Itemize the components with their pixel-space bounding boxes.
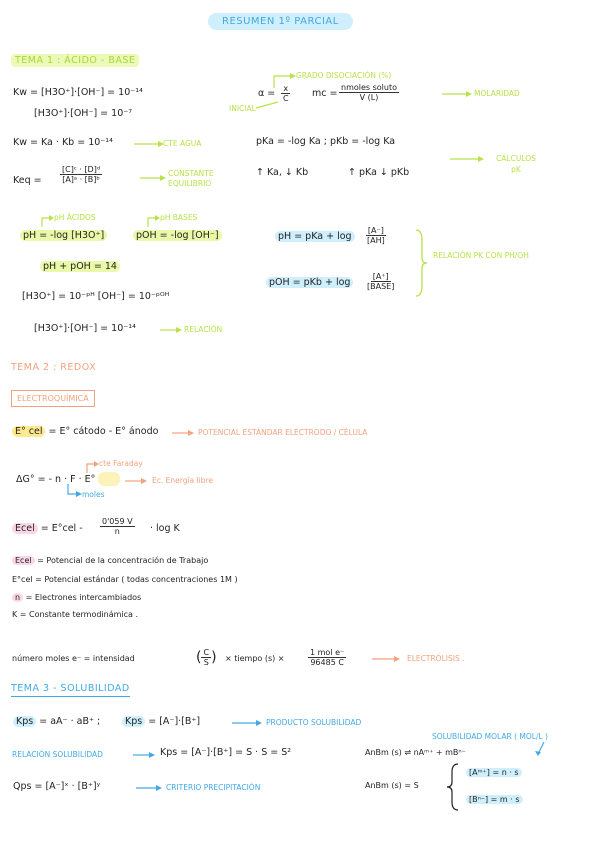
moles-frac1: ( $\frac{C}{S}$ ) — [196, 648, 217, 667]
def-e0cel: E°cel = Potencial estándar ( todas concentraciones 1M ) — [12, 575, 238, 584]
arrow-alpha-inicial — [256, 100, 282, 110]
solubilidad-molar-label: SOLUBILIDAD MOLAR ( MOL/L ) — [432, 732, 548, 741]
hh-poh-numerator: [A⁺] — [372, 272, 389, 281]
keq-note: CONSTANTE EQUILIBRIO — [168, 169, 214, 188]
relacion-solubilidad-label: RELACIÓN SOLUBILIDAD — [12, 750, 103, 759]
arrow-calculos — [450, 156, 484, 162]
ph-acid-equation-text: pH = -log [H3O⁺] — [20, 230, 107, 241]
kps-concentration-rhs: = [A⁻]·[B⁺] — [148, 716, 201, 727]
relacion-solubilidad-equation: Kps = [A⁻]·[B⁺] = S · S = S² — [160, 747, 292, 758]
tema3-title: TEMA 3 - SOLUBILIDAD — [11, 683, 130, 697]
def-ecel — [12, 556, 208, 565]
ecel-numerator: 0'059 V — [102, 517, 133, 526]
kw-ka-kb-equation: Kw = Ka · Kb = 10⁻¹⁴ — [13, 137, 113, 148]
arrow-keq — [140, 175, 166, 181]
keq-denominator: [A]ᵃ · [B]ᵇ — [62, 175, 100, 184]
kps-term-1: Kps — [13, 716, 36, 727]
alpha-fraction — [281, 83, 291, 103]
kw-neutral-equation: [H3O⁺]·[OH⁻] = 10⁻⁷ — [34, 108, 133, 119]
dg-faraday-label: cte Faraday — [99, 459, 143, 468]
dissolution-equation: AnBm (s) ⇌ nAᵐ⁺ + mBⁿ⁻ — [365, 748, 466, 757]
arrow-sol-molar — [534, 742, 546, 756]
ka-kb-trend: ↑ Ka, ↓ Kb — [256, 167, 309, 178]
arrow-dg-faraday — [85, 461, 99, 475]
e0-term: E° cel — [12, 426, 45, 437]
ecel-equation — [12, 523, 83, 534]
kps-term-2: Kps — [122, 716, 145, 727]
def-n-term: n — [12, 593, 23, 602]
dg-moles-label: moles — [82, 490, 105, 499]
ecel-term: Ecel — [12, 523, 38, 534]
s-left: AnBm (s) = S — [365, 781, 419, 790]
tema2-title: TEMA 2 : REDOX — [11, 362, 97, 373]
moles-frac2 — [308, 647, 346, 667]
arrow-moles — [372, 656, 400, 662]
hh-note: RELACIÓN PK CON PH/OH — [433, 251, 529, 260]
calculos-note: CÁLCULOS pK — [496, 154, 536, 174]
hh-ph-equation — [275, 231, 355, 242]
pka-equation: pKa = -log Ka ; pKb = -log Ka — [256, 136, 396, 147]
alpha-inicial-label: INICIAL — [229, 104, 256, 113]
hh-poh-equation — [266, 277, 353, 288]
hh-poh-left: pOH = pKb + log — [266, 277, 353, 288]
alpha-denominator: C — [283, 94, 289, 103]
moles-eq-part2: × tiempo (s) × — [225, 654, 285, 663]
pka-pkb-trend: ↑ pKa ↓ pKb — [348, 167, 410, 178]
alpha-numerator: x — [283, 84, 289, 93]
s-row-a — [466, 768, 522, 777]
moles-frac2-den: 96485 C — [310, 658, 344, 667]
def-n-text: = Electrones intercambiados — [25, 593, 142, 602]
s-row-b-text: [Bⁿ⁻] = m · s — [466, 795, 523, 804]
dg-equation: ΔG° = - n · F · E° — [16, 474, 96, 485]
mc-note: MOLARIDAD — [474, 89, 520, 98]
moles-frac2-num: 1 mol e⁻ — [310, 648, 345, 657]
hh-bracket — [414, 228, 428, 298]
tema1-title: TEMA 1 : ÁCIDO - BASE — [11, 54, 139, 67]
ph-base-equation — [133, 230, 222, 241]
ph-relation-equation: [H3O⁺]·[OH⁻] = 10⁻¹⁴ — [34, 323, 136, 334]
keq-fraction — [60, 164, 102, 184]
electroquimica-box: ELECTROQUÍMICA — [11, 390, 95, 407]
ecel-log: · log K — [150, 523, 180, 534]
def-ecel-term: Ecel — [12, 556, 35, 565]
hh-poh-fraction — [365, 271, 396, 291]
def-k: K = Constante termodinámica . — [12, 610, 139, 619]
e0-equation — [12, 426, 158, 437]
mc-fraction — [339, 82, 399, 102]
arrow-dg — [125, 478, 147, 484]
ph-sum-equation — [40, 261, 120, 272]
ecel-fraction — [100, 516, 135, 536]
ph-sum-text: pH + pOH = 14 — [40, 261, 120, 272]
ph-power-equations: [H3O⁺] = 10⁻ᵖᴴ [OH⁻] = 10⁻ᵖᴼᴴ — [22, 291, 170, 302]
hh-ph-left: pH = pKa + log — [275, 231, 355, 242]
moles-eq-part1: número moles e⁻ = intensidad — [12, 654, 135, 663]
ph-acidos-label: pH ÁCIDOS — [54, 213, 96, 222]
hh-ph-fraction — [365, 225, 387, 245]
kps-activity-equation — [13, 716, 100, 727]
moles-note: ELECTRÓLISIS . — [407, 654, 465, 663]
mc-denominator: V (L) — [359, 93, 379, 102]
arrow-relacion — [160, 327, 182, 333]
s-row-b — [466, 795, 523, 804]
arrow-rel-sol — [133, 752, 155, 758]
s-brace — [446, 762, 460, 812]
kps-note: PRODUCTO SOLUBILIDAD — [266, 718, 362, 727]
alpha-grado-label: GRADO DISOCIACIÓN (%) — [296, 71, 392, 80]
s-row-a-text: [Aᵐ⁺] = n · s — [466, 768, 522, 777]
arrow-dg-moles — [66, 484, 82, 498]
ecel-denominator: n — [114, 527, 120, 536]
arrow-e0 — [172, 430, 194, 436]
e0-rhs: = E° cátodo - E° ánodo — [48, 426, 159, 437]
ph-base-equation-text: pOH = -log [OH⁻] — [133, 230, 222, 241]
qps-note: CRITERIO PRECIPITACIÓN — [166, 783, 261, 792]
kw-equation: Kw = [H3O⁺]·[OH⁻] = 10⁻¹⁴ — [13, 87, 143, 98]
arrow-ph-acidos — [40, 215, 54, 229]
keq-label: Keq = — [13, 175, 42, 186]
kw-note: CTE AGUA — [163, 139, 202, 148]
ph-acid-equation — [20, 230, 107, 241]
alpha-label: α = — [258, 88, 276, 99]
kps-concentration-equation — [122, 716, 200, 727]
relacion-note: RELACIÓN — [184, 325, 223, 334]
arrow-kps — [232, 720, 262, 726]
def-n — [12, 593, 141, 602]
arrow-mc — [442, 91, 472, 97]
kps-activity-rhs: = aA⁻ · aB⁺ ; — [39, 716, 101, 727]
page-title: RESUMEN 1º PARCIAL — [208, 13, 353, 30]
hh-ph-denominator: [AH] — [367, 236, 385, 245]
dg-note: Ec. Energía libre — [152, 476, 213, 485]
qps-equation: Qps = [A⁻]ˣ · [B⁺]ʸ — [13, 781, 101, 792]
hh-ph-numerator: [A⁻] — [367, 226, 384, 235]
hh-poh-denominator: [BASE] — [367, 282, 395, 291]
ph-bases-label: pH BASES — [160, 213, 198, 222]
e0-highlight-dg — [98, 472, 120, 486]
def-ecel-text: = Potencial de la concentración de Trabajo — [37, 556, 209, 565]
ecel-rhs: = E°cel - — [40, 523, 83, 534]
e0-note: POTENCIAL ESTÁNDAR ELECTRODO / CÉLULA — [198, 428, 368, 437]
arrow-ph-bases — [146, 215, 160, 229]
mc-label: mc = — [312, 88, 338, 99]
keq-numerator: [C]ᶜ · [D]ᵈ — [62, 165, 101, 174]
moles-frac1-den: S — [203, 658, 209, 667]
moles-frac1-num: C — [203, 648, 210, 657]
arrow-qps — [136, 785, 162, 791]
arrow-kw — [134, 141, 164, 147]
mc-numerator: nmoles soluto — [341, 83, 397, 92]
